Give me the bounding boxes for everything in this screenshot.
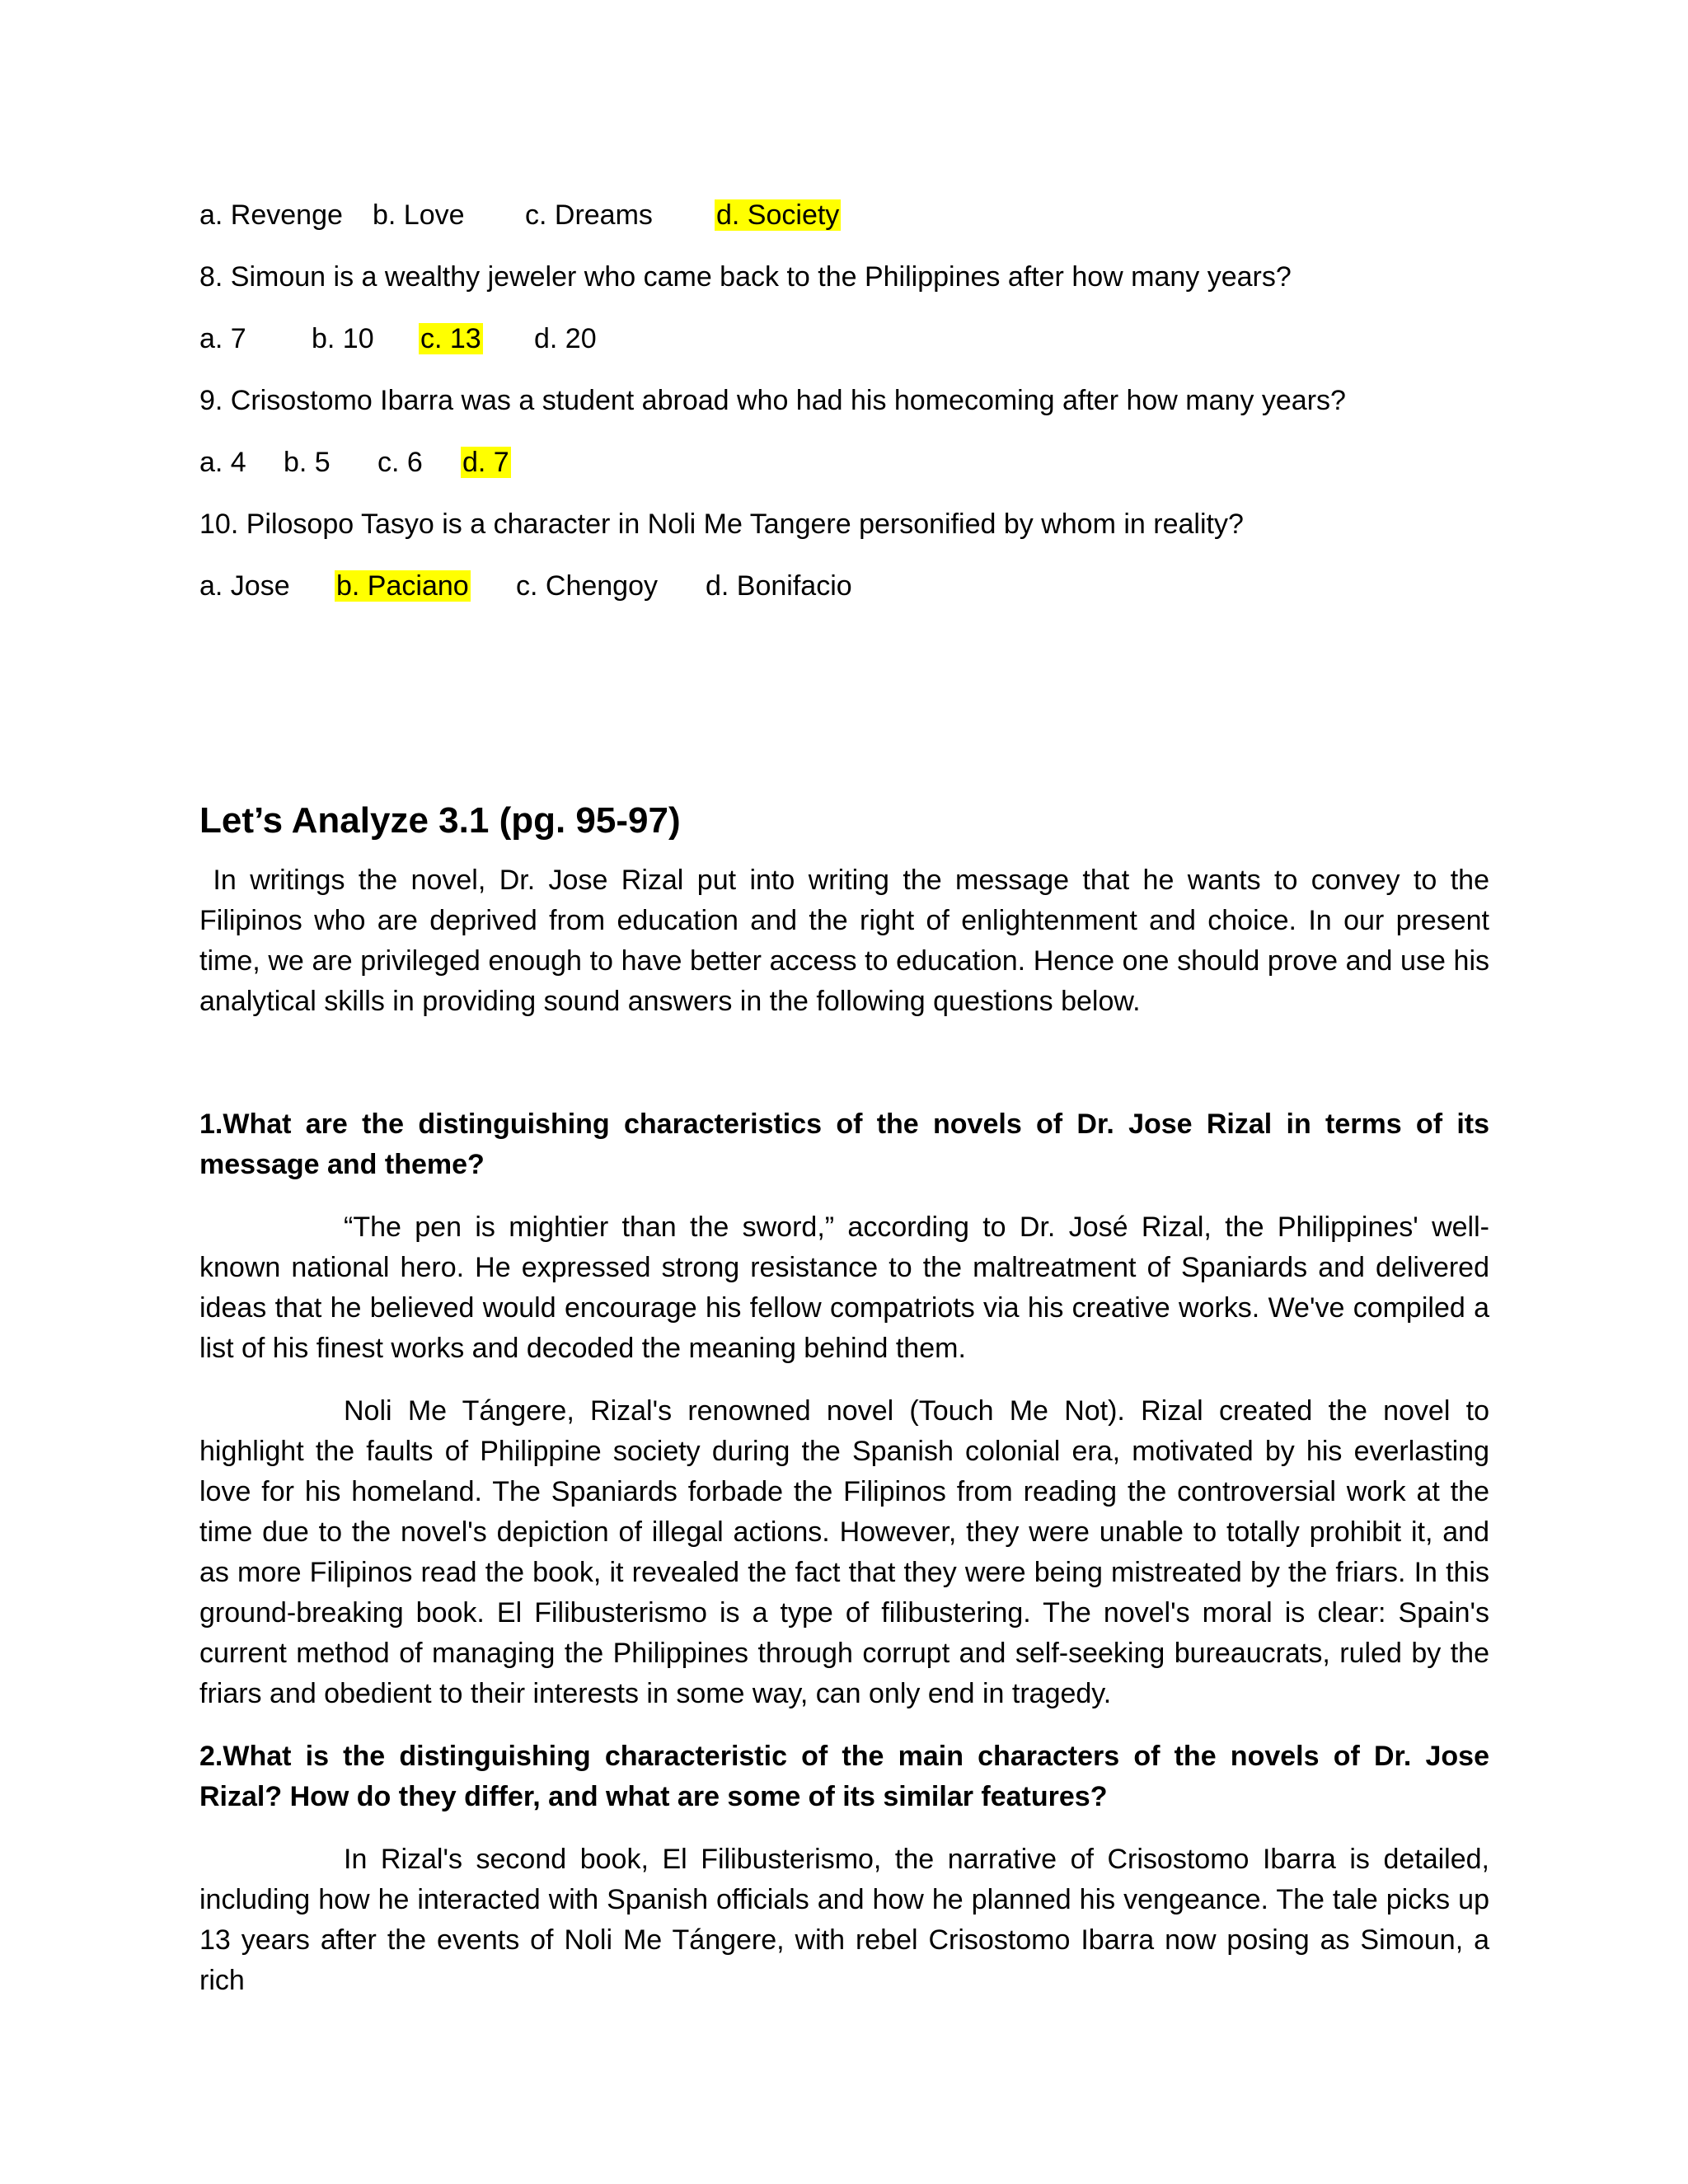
answer-2-paragraph-1: In Rizal's second book, El Filibusterismo, the narrative of Crisostomo Ibarra is detailed, including how he interacted with Spanish officials and how he planned his vengeance. The tale picks up 13 years after the events of Noli Me Tángere, with rebel Crisostomo Ibarra now posing as Simoun, a rich <box>199 1844 1489 1996</box>
q7-option-b: b. Love <box>373 199 465 231</box>
q7-option-d-answer: d. Society <box>716 199 840 231</box>
q10-options <box>199 565 1489 607</box>
q10-option-d: d. Bonifacio <box>706 570 852 602</box>
section-heading <box>199 796 1489 846</box>
q10-text: 10. Pilosopo Tasyo is a character in Noli Me Tangere personified by whom in reality? <box>199 509 1244 540</box>
answer-1-paragraph-2: Noli Me Tángere, Rizal's renowned novel (Touch Me Not). Rizal created the novel to highlight the faults of Philippine society during the Spanish colonial era, motivated by his everlasting love for his homeland. The Spaniards forbade the Filipinos from reading the controversial work at the time due to the novel's depiction of illegal actions. However, they were unable to totally prohibit it, and as more Filipinos read the book, it revealed the fact that they were being mistreated by the friars. In this ground-breaking book. El Filibusterismo is a type of filibustering. The novel's moral is clear: Spain's current method of managing the Philippines through corrupt and self-seeking bureaucrats, ruled by the friars and obedient to their interests in some way, can only end in tragedy. <box>199 1395 1489 1709</box>
q8-text: 8. Simoun is a wealthy jeweler who came back to the Philippines after how many years? <box>199 261 1292 293</box>
answer-1-paragraph-1: “The pen is mightier than the sword,” according to Dr. José Rizal, the Philippines' well-known national hero. He expressed strong resistance to the maltreatment of Spaniards and delivered ideas that he believed would encourage his fellow compatriots via his creative works. We've compiled a list of his finest works and decoded the meaning behind them. <box>199 1212 1489 1364</box>
section-heading-pages: (pg. 95-97) <box>499 800 681 841</box>
q10-option-c: c. Chengoy <box>516 570 658 602</box>
q8-option-d: d. 20 <box>534 323 597 354</box>
question-1: 1.What are the distinguishing characteristics of the novels of Dr. Jose Rizal in terms of its message and theme? <box>199 1108 1489 1180</box>
page-content <box>199 194 1498 2001</box>
q9-text: 9. Crisostomo Ibarra was a student abroad who had his homecoming after how many years? <box>199 385 1346 416</box>
section-heading-title: Let’s Analyze 3.1 <box>199 800 490 841</box>
q8-option-a: a. 7 <box>199 323 246 354</box>
q9-option-a: a. 4 <box>199 447 246 478</box>
q8-option-b: b. 10 <box>312 323 374 354</box>
q7-options <box>199 194 1489 236</box>
q9-option-c: c. 6 <box>377 447 423 478</box>
q10-option-a: a. Jose <box>199 570 290 602</box>
intro-paragraph: In writings the novel, Dr. Jose Rizal put into writing the message that he wants to convey to the Filipinos who are deprived from education and the right of enlightenment and choice. In our present time, we are privileged enough to have better access to education. Hence one should prove and use his analytical skills in providing sound answers in the following questions below. <box>199 865 1498 1017</box>
question-2: 2.What is the distinguishing characteristic of the main characters of the novels of Dr. Jose Rizal? How do they differ, and what are some of its similar features? <box>199 1741 1489 1812</box>
q7-option-c: c. Dreams <box>525 199 653 231</box>
q7-option-a: a. Revenge <box>199 199 343 231</box>
q10-option-b-answer: b. Paciano <box>336 570 469 602</box>
q9-options <box>199 442 1489 483</box>
q8-options <box>199 318 1489 359</box>
q9-option-b: b. 5 <box>284 447 331 478</box>
q9-option-d-answer: d. 7 <box>462 447 509 478</box>
q8-option-c-answer: c. 13 <box>420 323 481 354</box>
